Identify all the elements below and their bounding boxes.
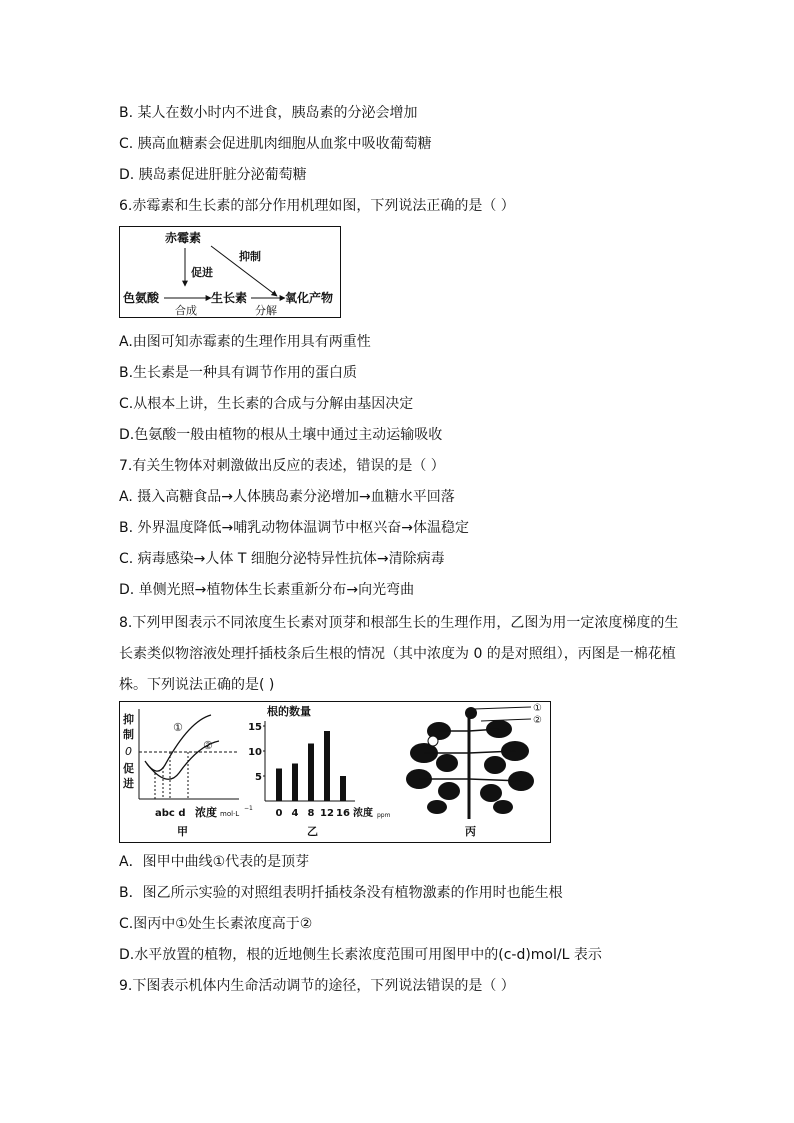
label-synthesis: 合成 <box>175 304 197 317</box>
option-a-q8: A．图甲中曲线①代表的是顶芽 <box>119 854 310 870</box>
x-tick-label: 8 <box>307 808 315 819</box>
jia-x-unit-exp: −1 <box>244 805 253 812</box>
option-a-q7: A. 摄入高糖食品→人体胰岛素分泌增加→血糖水平回落 <box>119 489 455 505</box>
jia-caption: 甲 <box>177 825 188 838</box>
jia-y-promote-1: 促 <box>123 762 134 775</box>
option-d-q5: D. 胰岛素促进肝脏分泌葡萄糖 <box>119 167 307 183</box>
bar-12 <box>324 731 330 801</box>
yi-bars <box>276 731 346 801</box>
x-tick-label: 12 <box>320 808 334 819</box>
x-tick-label: 4 <box>291 808 299 819</box>
pointer-2 <box>481 719 531 721</box>
label-oxidation-product: 氧化产物 <box>285 291 334 305</box>
label-decomposition: 分解 <box>255 304 277 317</box>
label-gibberellin: 赤霉素 <box>165 231 202 245</box>
question-7: 7.有关生物体对刺激做出反应的表述，错误的是（ ） <box>119 458 445 474</box>
option-d-q8: D.水平放置的植物，根的近地侧生长素浓度范围可用图甲中的(c-d)mol/L 表示 <box>119 947 602 963</box>
option-d-q7: D. 单侧光照→植物体生长素重新分布→向光弯曲 <box>119 582 415 598</box>
bing-mark-2: ② <box>533 715 542 726</box>
figure-8 <box>119 701 551 843</box>
yi-caption: 乙 <box>307 825 318 838</box>
jia-y-promote-2: 进 <box>123 777 134 790</box>
label-auxin: 生长素 <box>211 291 248 305</box>
x-tick-label: 16 <box>336 808 350 819</box>
jia-y-inhibit-2: 制 <box>123 728 134 741</box>
yi-y-ticks <box>248 722 265 783</box>
question-9: 9.下图表示机体内生命活动调节的途径，下列说法错误的是（ ） <box>119 978 515 994</box>
option-b-q8: B．图乙所示实验的对照组表明扦插枝条没有植物激素的作用时也能生根 <box>119 885 563 901</box>
bar-0 <box>276 769 282 802</box>
y-tick-label: 5 <box>255 772 262 783</box>
question-8-line2: 长素类似物溶液处理扦插枝条后生根的情况（其中浓度为 0 的是对照组），丙图是一棉花植 <box>119 646 676 662</box>
question-6: 6.赤霉素和生长素的部分作用机理如图，下列说法正确的是（ ） <box>119 198 515 214</box>
bing-caption: 丙 <box>465 825 476 838</box>
bar-8 <box>308 744 314 802</box>
option-c-q6: C.从根本上讲，生长素的合成与分解由基因决定 <box>119 396 414 412</box>
jia-x-ticks: abc d <box>155 808 186 819</box>
bing-mark-1: ① <box>533 703 542 714</box>
bar-4 <box>292 764 298 802</box>
yi-x-ticks <box>276 808 350 819</box>
option-c-q5: C. 胰高血糖素会促进肌肉细胞从血浆中吸收葡萄糖 <box>119 136 432 152</box>
y-tick-label: 10 <box>248 747 262 758</box>
pointer-1 <box>474 707 531 709</box>
label-tryptophan: 色氨酸 <box>123 291 160 305</box>
jia-curve-1-label: ① <box>173 721 183 734</box>
jia-x-label: 浓度 <box>195 806 217 819</box>
y-tick-label: 15 <box>248 722 262 733</box>
panel-bing <box>406 703 542 838</box>
yi-x-unit: ppm <box>377 812 391 819</box>
label-promote: 促进 <box>191 266 213 279</box>
cotton-boll <box>428 736 438 746</box>
jia-curve-2-label: ② <box>203 739 213 752</box>
jia-y-inhibit-1: 抑 <box>123 713 134 726</box>
option-d-q6: D.色氨酸一般由植物的根从土壤中通过主动运输吸收 <box>119 427 443 443</box>
option-b-q7: B. 外界温度降低→哺乳动物体温调节中枢兴奋→体温稳定 <box>119 520 469 536</box>
jia-y-zero: 0 <box>125 745 132 758</box>
panel-yi <box>248 704 391 838</box>
option-c-q7: C. 病毒感染→人体 T 细胞分泌特异性抗体→清除病毒 <box>119 551 445 567</box>
option-c-q8: C.图丙中①处生长素浓度高于② <box>119 916 313 932</box>
figure-8-border <box>120 702 551 843</box>
panel-jia <box>122 709 253 838</box>
figure-6-diagram <box>119 226 341 318</box>
jia-x-unit: mol·L <box>220 810 240 818</box>
x-tick-label: 0 <box>275 808 283 819</box>
option-b-q6: B.生长素是一种具有调节作用的蛋白质 <box>119 365 358 381</box>
yi-x-label: 浓度 <box>353 808 373 819</box>
yi-title: 根的数量 <box>267 705 311 718</box>
bar-16 <box>340 776 346 801</box>
label-inhibit: 抑制 <box>239 250 261 263</box>
option-b-q5: B. 某人在数小时内不进食，胰岛素的分泌会增加 <box>119 105 418 121</box>
option-a-q6: A.由图可知赤霉素的生理作用具有两重性 <box>119 334 371 350</box>
question-8-line3: 株。下列说法正确的是( ) <box>119 677 275 693</box>
question-8-line1: 8.下列甲图表示不同浓度生长素对顶芽和根部生长的生理作用，乙图为用一定浓度梯度的生 <box>119 615 679 631</box>
